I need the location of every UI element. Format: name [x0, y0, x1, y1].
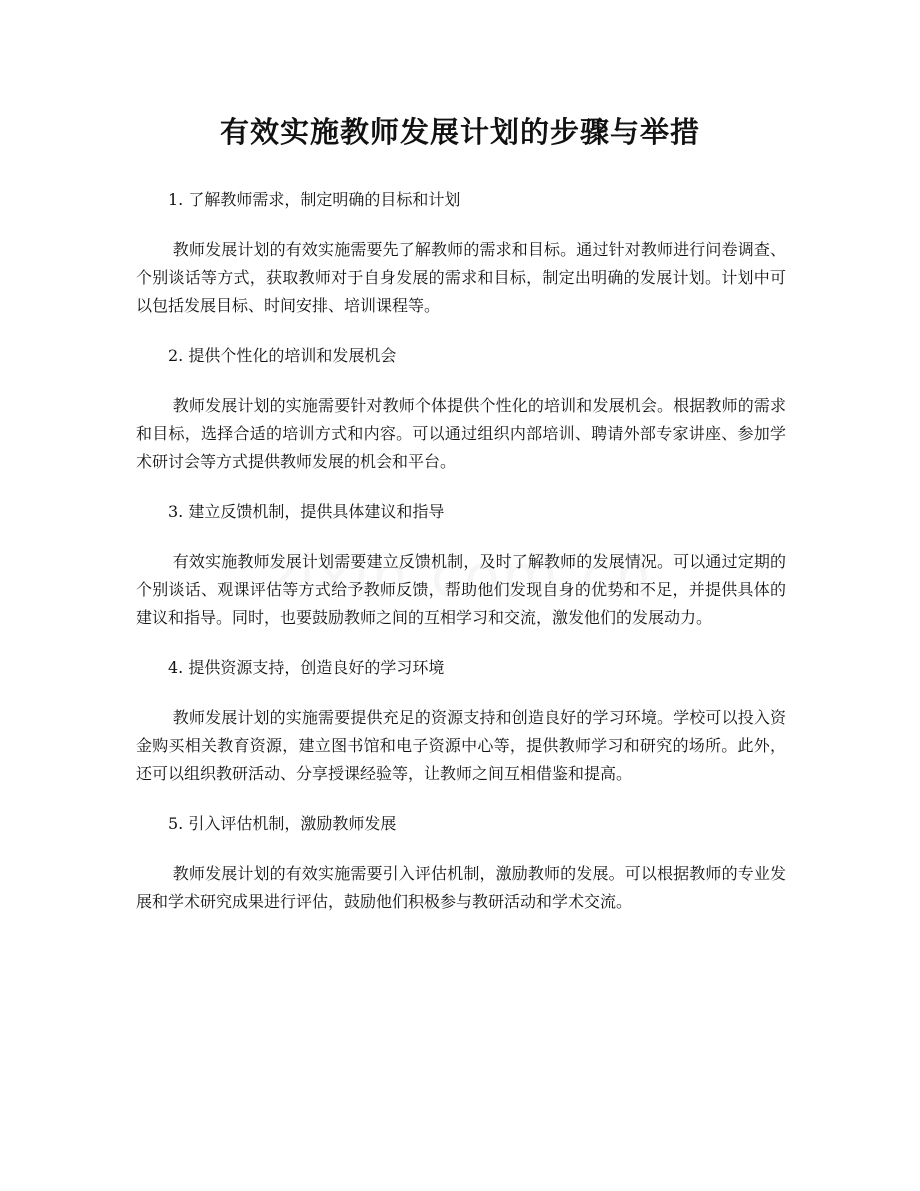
- section-paragraph-1: 教师发展计划的有效实施需要先了解教师的需求和目标。通过针对教师进行问卷调查、个别谈话等方式，获取教师对于自身发展的需求和目标，制定出明确的发展计划。计划中可以包括发展目标、时间安排、培训课程等。: [136, 240, 786, 315]
- document-title: 有效实施教师发展计划的步骤与举措: [219, 115, 700, 149]
- section-heading-1: 1. 了解教师需求，制定明确的目标和计划: [168, 190, 461, 209]
- section-paragraph-5: 教师发展计划的有效实施需要引入评估机制，激励教师的发展。可以根据教师的专业发展和学术研究成果进行评估，鼓励他们积极参与教研活动和学术交流。: [136, 864, 786, 911]
- section-paragraph-4: 教师发展计划的实施需要提供充足的资源支持和创造良好的学习环境。学校可以投入资金购买相关教育资源，建立图书馆和电子资源中心等，提供教师学习和研究的场所。此外，还可以组织教研活动、分享授课经验等，让教师之间互相借鉴和提高。: [136, 708, 786, 783]
- section-heading-4: 4. 提供资源支持，创造良好的学习环境: [168, 658, 445, 677]
- section-heading-3: 3. 建立反馈机制，提供具体建议和指导: [168, 502, 445, 521]
- section-paragraph-2: 教师发展计划的实施需要针对教师个体提供个性化的培训和发展机会。根据教师的需求和目标，选择合适的培训方式和内容。可以通过组织内部培训、聘请外部专家讲座、参加学术研讨会等方式提供教师发展的机会和平台。: [136, 396, 786, 471]
- section-paragraph-3: 有效实施教师发展计划需要建立反馈机制，及时了解教师的发展情况。可以通过定期的个别谈话、观课评估等方式给予教师反馈，帮助他们发现自身的优势和不足，并提供具体的建议和指导。同时，也要鼓励教师之间的互相学习和交流，激发他们的发展动力。: [136, 552, 786, 627]
- section-heading-2: 2. 提供个性化的培训和发展机会: [168, 346, 397, 365]
- section-heading-5: 5. 引入评估机制，激励教师发展: [168, 814, 397, 833]
- document-body: [136, 186, 786, 916]
